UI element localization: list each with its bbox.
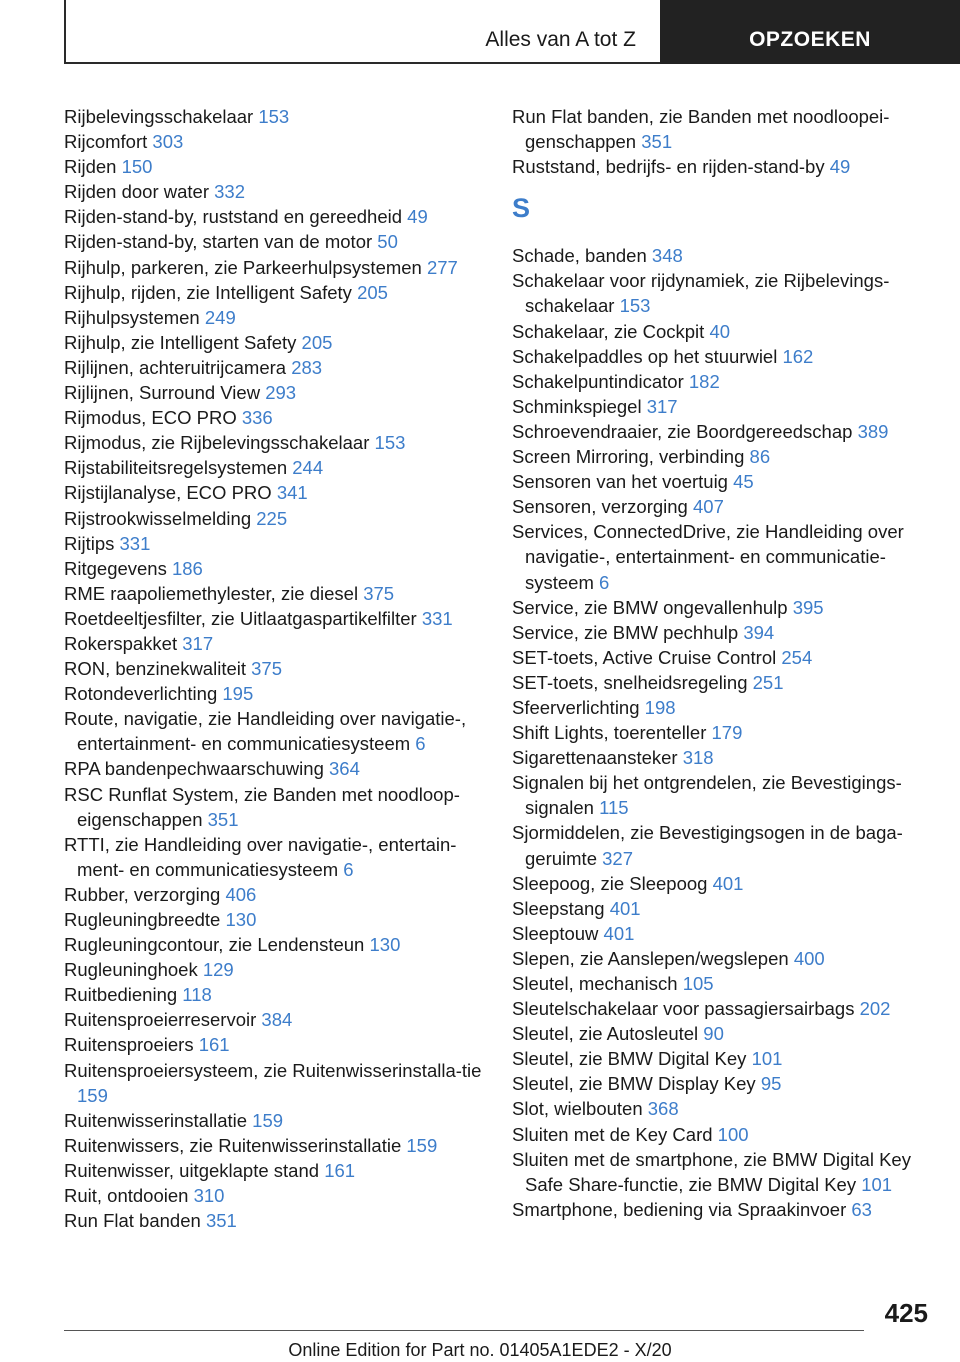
index-entry bbox=[64, 330, 484, 355]
index-entry bbox=[64, 832, 484, 882]
index-entry bbox=[512, 645, 932, 670]
index-entry bbox=[64, 706, 484, 756]
page-reference-link[interactable]: 6 bbox=[343, 858, 354, 880]
page-reference-link[interactable]: 401 bbox=[603, 922, 635, 944]
page-reference-link[interactable]: 198 bbox=[644, 696, 676, 718]
index-entry-term: Schakelpaddles op het stuurwiel bbox=[512, 345, 778, 367]
page-reference-link[interactable]: 331 bbox=[119, 532, 151, 554]
page-reference-link[interactable]: 101 bbox=[751, 1048, 783, 1070]
page-reference-link[interactable]: 331 bbox=[421, 607, 453, 629]
page-reference-link[interactable]: 317 bbox=[646, 395, 678, 417]
index-entry bbox=[64, 204, 484, 229]
index-entry-term: Ruststand, bedrijfs- en rijden-stand-by bbox=[512, 156, 825, 178]
page-reference-link[interactable]: 401 bbox=[712, 872, 744, 894]
index-entry-term: Sluiten met de Key Card bbox=[512, 1123, 713, 1145]
index-entry-term: Run Flat banden bbox=[64, 1210, 201, 1232]
index-entry-term: Sigarettenaansteker bbox=[512, 747, 678, 769]
index-entry bbox=[64, 1032, 484, 1057]
index-entry-term: Run Flat banden, zie Banden met noodloopei-genschappen bbox=[512, 106, 890, 153]
index-entry-term: Rijstrookwisselmelding bbox=[64, 507, 252, 529]
page-reference-link[interactable]: 86 bbox=[749, 446, 771, 468]
page-reference-link[interactable]: 364 bbox=[329, 758, 360, 780]
index-entry-term: Roetdeeltjesfilter, zie Uitlaatgaspartikelfilter bbox=[64, 607, 417, 629]
page-reference-link[interactable]: 130 bbox=[369, 934, 401, 956]
index-entry bbox=[64, 480, 484, 505]
page-reference-link[interactable]: 63 bbox=[851, 1198, 872, 1220]
index-entry-term: Ritgegevens bbox=[64, 557, 167, 579]
index-entry bbox=[512, 469, 932, 494]
page-reference-link[interactable]: 368 bbox=[647, 1098, 679, 1120]
index-entry bbox=[512, 595, 932, 620]
index-entry bbox=[64, 681, 484, 706]
page-reference-link[interactable]: 186 bbox=[171, 557, 203, 579]
page-reference-link[interactable]: 375 bbox=[251, 658, 283, 680]
index-entry bbox=[64, 1208, 484, 1233]
page-reference-link[interactable]: 375 bbox=[363, 582, 395, 604]
index-entry-term: SET-toets, snelheidsregeling bbox=[512, 671, 748, 693]
index-entry bbox=[512, 519, 932, 594]
index-entry-term: Rijstijlanalyse, ECO PRO bbox=[64, 482, 272, 504]
index-entry-term: Sleutel, zie BMW Digital Key bbox=[512, 1048, 747, 1070]
page-reference-link[interactable]: 389 bbox=[857, 420, 889, 442]
index-entry bbox=[64, 631, 484, 656]
index-entry bbox=[512, 996, 932, 1021]
page-reference-link[interactable]: 351 bbox=[641, 131, 673, 153]
index-entry bbox=[64, 506, 484, 531]
index-entry bbox=[64, 1108, 484, 1133]
index-entry-term: Schakelaar voor rijdynamiek, zie Rijbelevings-schakelaar bbox=[512, 270, 890, 317]
page-reference-link[interactable]: 395 bbox=[792, 596, 824, 618]
index-entry bbox=[64, 882, 484, 907]
page-reference-link[interactable]: 318 bbox=[682, 747, 714, 769]
page-reference-link[interactable]: 205 bbox=[357, 281, 388, 303]
page-reference-link[interactable]: 327 bbox=[602, 847, 633, 869]
index-entry bbox=[64, 430, 484, 455]
page-reference-link[interactable]: 150 bbox=[121, 156, 153, 178]
index-entry-term: Rijlijnen, Surround View bbox=[64, 382, 261, 404]
index-entry-term: Ruitensproeiers bbox=[64, 1034, 194, 1056]
index-entry-term: Sleutel, zie Autosleutel bbox=[512, 1023, 699, 1045]
lookup-tab[interactable] bbox=[660, 0, 960, 64]
index-entry bbox=[512, 720, 932, 745]
index-entry bbox=[64, 129, 484, 154]
index-entry-term: Slepen, zie Aanslepen/wegslepen bbox=[512, 947, 789, 969]
page-reference-link[interactable]: 251 bbox=[752, 671, 784, 693]
index-entry-term: Rubber, verzorging bbox=[64, 883, 221, 905]
index-entry-term: Sfeerverlichting bbox=[512, 696, 640, 718]
index-entry-term: Rijhulp, zie Intelligent Safety bbox=[64, 331, 297, 353]
index-entry bbox=[64, 179, 484, 204]
index-entry-term: Rijtips bbox=[64, 532, 115, 554]
page-reference-link[interactable]: 394 bbox=[743, 621, 775, 643]
index-entry-term: Rijden door water bbox=[64, 181, 209, 203]
index-entry bbox=[512, 896, 932, 921]
index-entry bbox=[512, 670, 932, 695]
page-reference-link[interactable]: 310 bbox=[193, 1185, 225, 1207]
index-entry bbox=[512, 1096, 932, 1121]
page-reference-link[interactable]: 332 bbox=[214, 181, 246, 203]
page-reference-link[interactable]: 118 bbox=[182, 984, 212, 1006]
index-entry bbox=[512, 770, 932, 820]
page-reference-link[interactable]: 105 bbox=[682, 973, 714, 994]
index-column-right bbox=[512, 104, 932, 1222]
page-reference-link[interactable]: 159 bbox=[406, 1134, 438, 1156]
page-reference-link[interactable]: 95 bbox=[760, 1073, 782, 1095]
lookup-tab-label: OPZOEKEN bbox=[749, 28, 871, 51]
page-reference-link[interactable]: 351 bbox=[207, 808, 239, 830]
index-entry bbox=[64, 405, 484, 430]
index-entry-term: Rijlijnen, achteruitrijcamera bbox=[64, 356, 287, 378]
index-entry bbox=[64, 556, 484, 581]
edition-footer: Online Edition for Part no. 01405A1EDE2 - X/20 bbox=[288, 1340, 672, 1360]
index-entry-term: Schakelaar, zie Cockpit bbox=[512, 320, 705, 342]
index-entry-term: Rokerspakket bbox=[64, 632, 178, 654]
index-entry-term: Sleepoog, zie Sleepoog bbox=[512, 872, 708, 894]
page-reference-link[interactable]: 384 bbox=[261, 1009, 293, 1031]
index-entry-term: Rijhulp, rijden, zie Intelligent Safety bbox=[64, 281, 352, 303]
index-entry bbox=[64, 656, 484, 681]
index-entry bbox=[512, 104, 932, 154]
index-entry bbox=[512, 620, 932, 645]
page-reference-link[interactable]: 225 bbox=[256, 507, 288, 529]
index-entry bbox=[64, 756, 484, 781]
index-entry bbox=[64, 907, 484, 932]
page-reference-link[interactable]: 400 bbox=[793, 947, 825, 969]
index-entry bbox=[512, 369, 932, 394]
index-entry-term: RTTI, zie Handleiding over navigatie-, entertain-ment- en communicatiesysteem bbox=[64, 833, 457, 880]
index-entry-term: Service, zie BMW ongevallenhulp bbox=[512, 596, 788, 618]
index-entry-term: Schroevendraaier, zie Boordgereedschap bbox=[512, 420, 853, 442]
index-entry-term: Signalen bij het ontgrendelen, zie Bevestigings-signalen bbox=[512, 772, 902, 819]
index-entry-term: Slot, wielbouten bbox=[512, 1098, 643, 1120]
page-reference-link[interactable]: 317 bbox=[182, 632, 214, 654]
page-reference-link[interactable]: 153 bbox=[374, 432, 406, 454]
index-entry bbox=[64, 581, 484, 606]
index-entry bbox=[512, 319, 932, 344]
index-entry bbox=[64, 455, 484, 480]
index-entry-term: Rijden bbox=[64, 156, 117, 178]
page-reference-link[interactable]: 303 bbox=[152, 131, 184, 153]
page-reference-link[interactable]: 6 bbox=[599, 571, 610, 593]
index-entry bbox=[512, 1197, 932, 1222]
index-entry bbox=[512, 268, 932, 318]
index-entry bbox=[64, 305, 484, 330]
page-reference-link[interactable]: 336 bbox=[241, 407, 273, 429]
page-reference-link[interactable]: 401 bbox=[609, 897, 641, 919]
index-entry-term: Rugleuninghoek bbox=[64, 959, 198, 981]
index-entry bbox=[512, 820, 932, 870]
index-entry bbox=[64, 1058, 484, 1108]
index-entry bbox=[64, 380, 484, 405]
index-entry-term: Rugleuningcontour, zie Lendensteun bbox=[64, 934, 365, 956]
index-group-r-continued bbox=[512, 104, 932, 179]
index-entry bbox=[64, 1007, 484, 1032]
index-entry bbox=[512, 344, 932, 369]
page-reference-link[interactable]: 161 bbox=[198, 1034, 230, 1056]
index-entry-term: Rotondeverlichting bbox=[64, 683, 218, 705]
index-entry bbox=[64, 355, 484, 380]
page-reference-link[interactable]: 202 bbox=[859, 998, 891, 1020]
index-entry-term: RME raapoliemethylester, zie diesel bbox=[64, 582, 359, 604]
index-entry bbox=[64, 932, 484, 957]
page-reference-link[interactable]: 348 bbox=[651, 245, 683, 267]
index-entry-term: Ruit, ontdooien bbox=[64, 1185, 189, 1207]
index-entry-term: Rijcomfort bbox=[64, 131, 148, 153]
index-entry-term: Rijhulp, parkeren, zie Parkeerhulpsystemen bbox=[64, 256, 422, 278]
page-reference-link[interactable]: 49 bbox=[407, 206, 428, 228]
index-entry-term: Schminkspiegel bbox=[512, 395, 642, 417]
header-left-rule bbox=[64, 0, 66, 64]
index-entry-term: Rijmodus, zie Rijbelevingsschakelaar bbox=[64, 432, 370, 454]
page-reference-link[interactable]: 406 bbox=[225, 883, 257, 905]
index-entry-term: Sensoren, verzorging bbox=[512, 496, 688, 518]
index-entry-term: Sleepstang bbox=[512, 897, 605, 919]
page-reference-link[interactable]: 161 bbox=[324, 1159, 356, 1181]
index-entry bbox=[512, 871, 932, 896]
index-entry-term: Rijden-stand-by, ruststand en gereedheid bbox=[64, 206, 403, 228]
page-reference-link[interactable]: 162 bbox=[782, 345, 814, 367]
page-reference-link[interactable]: 153 bbox=[258, 106, 290, 127]
page-reference-link[interactable]: 159 bbox=[252, 1109, 284, 1131]
index-entry bbox=[64, 1158, 484, 1183]
index-entry-term: Ruitensproeiersysteem, zie Ruitenwisserinstalla-tie bbox=[64, 1059, 482, 1081]
index-entry-term: Sleutelschakelaar voor passagiersairbags bbox=[512, 998, 855, 1020]
page-reference-link[interactable]: 50 bbox=[377, 231, 398, 253]
page-reference-link[interactable]: 283 bbox=[291, 356, 323, 378]
index-entry-term: Rijstabiliteitsregelsystemen bbox=[64, 457, 288, 479]
index-letter-heading: S bbox=[512, 193, 531, 224]
index-entry-term: Sleeptouw bbox=[512, 922, 599, 944]
page-reference-link[interactable]: 254 bbox=[781, 646, 813, 668]
index-entry-term: Sleutel, mechanisch bbox=[512, 973, 678, 994]
index-entry-term: Rijhulpsystemen bbox=[64, 306, 200, 328]
index-entry bbox=[512, 946, 932, 971]
index-entry-term: SET-toets, Active Cruise Control bbox=[512, 646, 777, 668]
index-entry bbox=[512, 243, 932, 268]
index-entry bbox=[512, 1122, 932, 1147]
index-entry-term: RPA bandenpechwaarschuwing bbox=[64, 758, 324, 780]
index-entry-term: Route, navigatie, zie Handleiding over navigatie-, entertainment- en communicatiesysteem bbox=[64, 708, 467, 755]
index-entry bbox=[64, 280, 484, 305]
index-entry-term: Screen Mirroring, verbinding bbox=[512, 446, 745, 468]
index-entry bbox=[512, 419, 932, 444]
index-entry bbox=[64, 531, 484, 556]
index-entry bbox=[512, 154, 932, 179]
page-reference-link[interactable]: 407 bbox=[693, 496, 724, 518]
index-entry bbox=[512, 444, 932, 469]
index-entry bbox=[64, 957, 484, 982]
index-entry-term: Sjormiddelen, zie Bevestigingsogen in de baga-geruimte bbox=[512, 822, 903, 869]
index-entry-term: Sensoren van het voertuig bbox=[512, 471, 728, 493]
page-reference-link[interactable]: 153 bbox=[619, 295, 651, 317]
index-entry bbox=[64, 982, 484, 1007]
header-bottom-rule bbox=[64, 62, 660, 64]
index-entry bbox=[512, 695, 932, 720]
page-reference-link[interactable]: 351 bbox=[205, 1210, 237, 1232]
page-reference-link[interactable]: 40 bbox=[709, 320, 731, 342]
page-reference-link[interactable]: 130 bbox=[225, 909, 257, 930]
index-column-left bbox=[64, 104, 484, 1233]
index-entry-term: Sleutel, zie BMW Display Key bbox=[512, 1073, 756, 1095]
page-reference-link[interactable]: 182 bbox=[688, 370, 720, 392]
index-entry bbox=[512, 1147, 932, 1197]
index-entry bbox=[64, 606, 484, 631]
index-entry bbox=[512, 394, 932, 419]
index-entry bbox=[64, 782, 484, 832]
page-reference-link[interactable]: 293 bbox=[265, 382, 297, 404]
index-entry-term: RSC Runflat System, zie Banden met noodloop-eigenschappen bbox=[64, 783, 460, 830]
index-entry bbox=[512, 1021, 932, 1046]
index-entry bbox=[64, 154, 484, 179]
index-entry-term: Rugleuningbreedte bbox=[64, 909, 221, 930]
index-entry bbox=[512, 971, 932, 996]
index-entry bbox=[512, 1071, 932, 1096]
page-reference-link[interactable]: 45 bbox=[733, 471, 754, 493]
index-entry-term: Ruitenwisser, uitgeklapte stand bbox=[64, 1159, 320, 1181]
section-title: Alles van A tot Z bbox=[485, 28, 636, 51]
page-reference-link[interactable]: 100 bbox=[717, 1123, 749, 1145]
index-entry bbox=[512, 745, 932, 770]
index-entry-term: Ruitensproeierreservoir bbox=[64, 1009, 257, 1031]
index-entry bbox=[64, 1133, 484, 1158]
index-entry bbox=[64, 229, 484, 254]
page-reference-link[interactable]: 244 bbox=[292, 457, 324, 479]
page-reference-link[interactable]: 277 bbox=[426, 256, 458, 278]
index-entry-term: Rijden-stand-by, starten van de motor bbox=[64, 231, 373, 253]
page-reference-link[interactable]: 249 bbox=[204, 306, 236, 328]
index-entry-term: Smartphone, bediening via Spraakinvoer bbox=[512, 1198, 847, 1220]
footer-rule bbox=[64, 1330, 864, 1331]
page-reference-link[interactable]: 49 bbox=[829, 156, 851, 178]
index-entry bbox=[64, 1183, 484, 1208]
page-reference-link[interactable]: 6 bbox=[415, 733, 426, 755]
page-number: 425 bbox=[884, 1298, 928, 1328]
page-reference-link[interactable]: 90 bbox=[703, 1023, 724, 1045]
index-entry-term: Schakelpuntindicator bbox=[512, 370, 684, 392]
page-header bbox=[0, 0, 960, 70]
index-entry-term: Shift Lights, toerenteller bbox=[512, 722, 707, 744]
page-reference-link[interactable]: 101 bbox=[861, 1173, 893, 1195]
index-entry bbox=[64, 104, 484, 129]
index-entry-term: Sluiten met de smartphone, zie BMW Digital Key Safe Share-functie, zie BMW Digital Key bbox=[512, 1148, 911, 1195]
index-entry-term: Rijmodus, ECO PRO bbox=[64, 407, 237, 429]
index-group-s bbox=[512, 243, 932, 1222]
index-entry-term: Schade, banden bbox=[512, 245, 647, 267]
index-entry-term: Services, ConnectedDrive, zie Handleiding over navigatie-, entertainment- en communicatie-systeem bbox=[512, 521, 904, 593]
page-reference-link[interactable]: 195 bbox=[222, 683, 254, 705]
page-reference-link[interactable]: 159 bbox=[77, 1084, 108, 1106]
index-entry-term: RON, benzinekwaliteit bbox=[64, 658, 246, 680]
page-reference-link[interactable]: 205 bbox=[301, 331, 333, 353]
page-reference-link[interactable]: 341 bbox=[276, 482, 308, 504]
index-entry-term: Ruitbediening bbox=[64, 984, 178, 1006]
index-entry-term: Rijbelevingsschakelaar bbox=[64, 106, 254, 127]
page-reference-link[interactable]: 179 bbox=[711, 722, 743, 744]
page-reference-link[interactable]: 115 bbox=[599, 797, 629, 819]
index-entry-term: Service, zie BMW pechhulp bbox=[512, 621, 739, 643]
index-entry bbox=[512, 921, 932, 946]
index-entry-term: Ruitenwisserinstallatie bbox=[64, 1109, 248, 1131]
index-entry bbox=[512, 1046, 932, 1071]
index-entry-term: Ruitenwissers, zie Ruitenwisserinstallatie bbox=[64, 1134, 402, 1156]
index-entry bbox=[64, 255, 484, 280]
index-entry bbox=[512, 494, 932, 519]
page-reference-link[interactable]: 129 bbox=[202, 959, 234, 981]
